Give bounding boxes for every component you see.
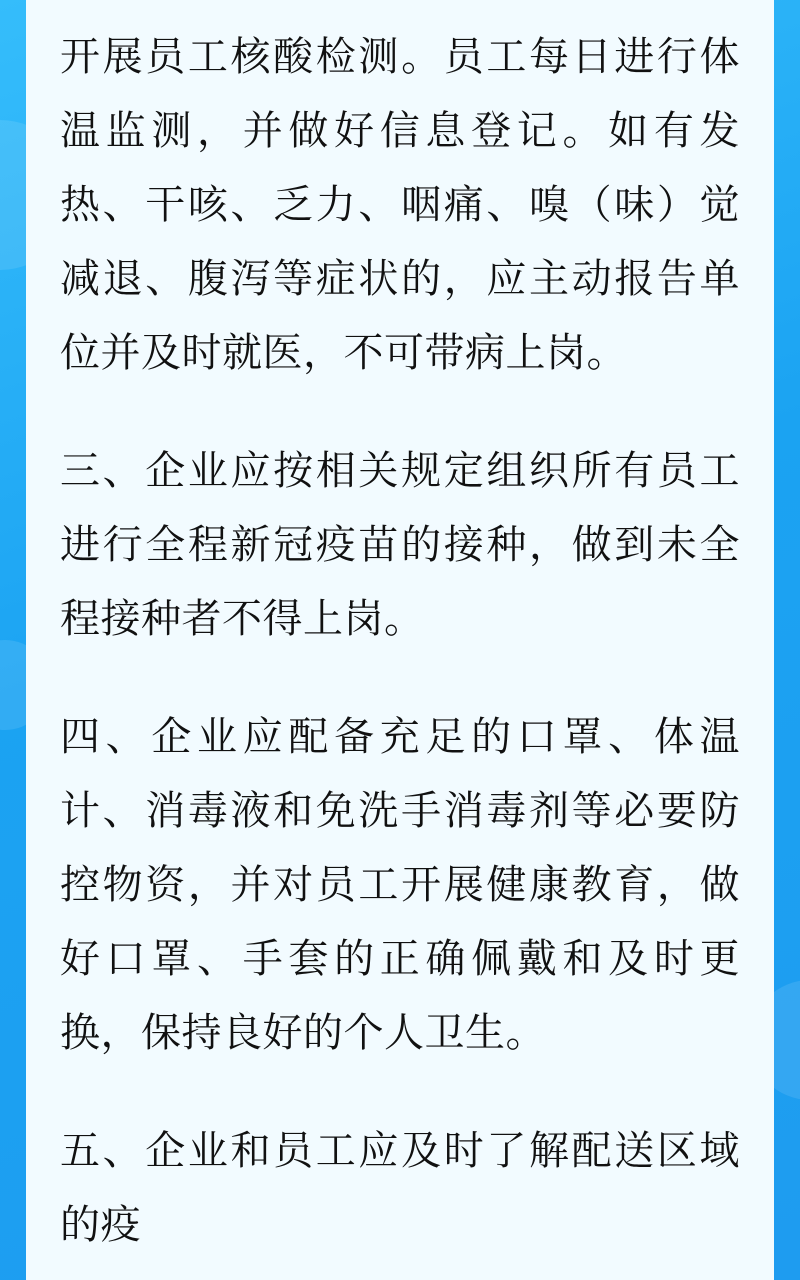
paragraph: 开展员工核酸检测。员工每日进行体温监测，并做好信息登记。如有发热、干咳、乏力、咽痛、嗅（味）觉减退、腹泻等症状的，应主动报告单位并及时就医，不可带病上岗。 — [60, 35, 740, 375]
content-card — [26, 0, 774, 1280]
paragraph: 五、企业和员工应及时了解配送区域的疫 — [60, 1129, 740, 1247]
paragraph: 四、企业应配备充足的口罩、体温计、消毒液和免洗手消毒剂等必要防控物资，并对员工开展健康教育，做好口罩、手套的正确佩戴和及时更换，保持良好的个人卫生。 — [60, 715, 740, 1055]
paragraph: 三、企业应按相关规定组织所有员工进行全程新冠疫苗的接种，做到未全程接种者不得上岗。 — [60, 449, 740, 641]
document-body — [60, 0, 740, 1262]
